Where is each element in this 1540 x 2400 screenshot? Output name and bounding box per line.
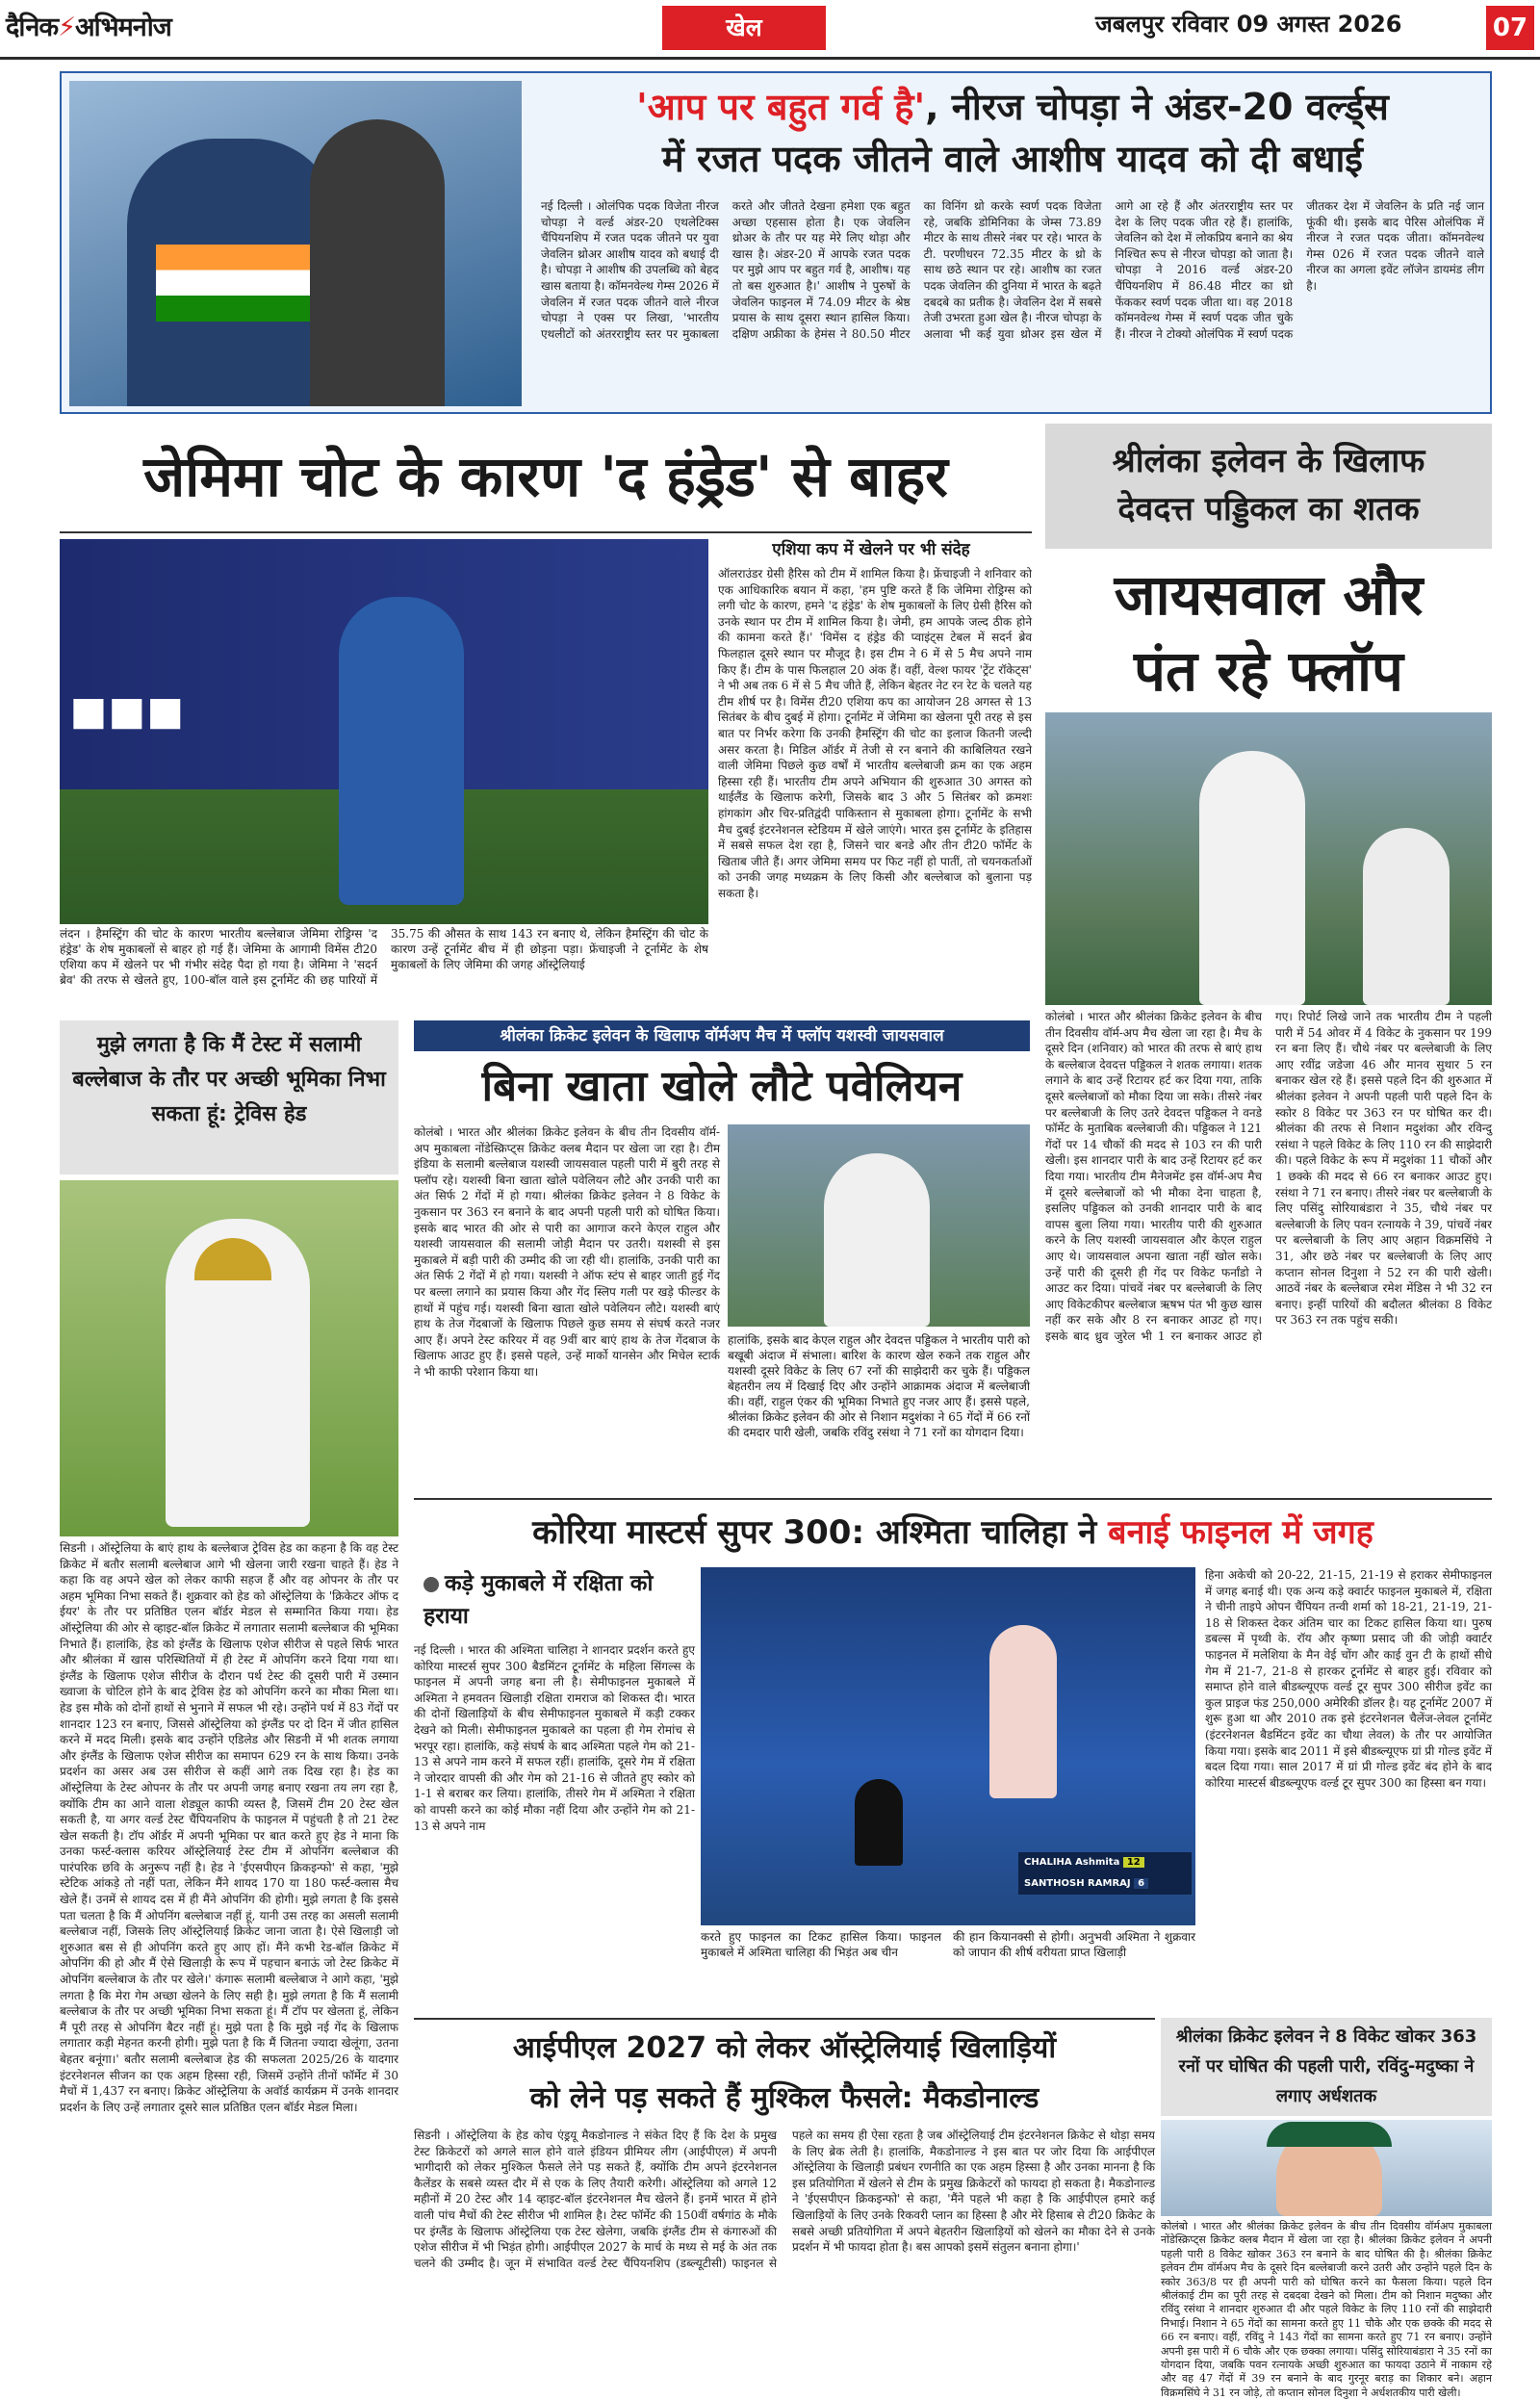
padikkal-kicker-box	[1045, 424, 1492, 549]
jaiswal-photo	[728, 1124, 1030, 1327]
badminton-photo	[701, 1567, 1195, 1925]
jaiswal-headline-2: पंत रहे फ्लॉप	[1134, 638, 1403, 704]
batter-white-1	[1199, 751, 1305, 1005]
jaiswal-headline: बिना खाता खोले लौटे पवेलियन	[481, 1062, 962, 1111]
board-text: ◼◼◼	[69, 684, 185, 737]
bullet-icon	[424, 1577, 439, 1592]
kicker-line2: देवदत्त पड्डिकल का शतक	[1117, 490, 1420, 529]
sl-headline: श्रीलंका क्रिकेट इलेवन ने 8 विकेट खोकर 363 रनों पर घोषित की पहली पारी, रविंदु-मदुष्का ने लगाए अर्धशतक	[1175, 2026, 1477, 2106]
jemimah-headline: जेमिमा चोट के कारण 'द हंड्रेड' से बाहर	[143, 444, 948, 509]
page-header	[0, 0, 1540, 60]
batter-white-2	[1363, 828, 1450, 1005]
sl-body: कोलंबो । भारत और श्रीलंका क्रिकेट इलेवन के बीच तीन दिवसीय वॉर्मअप मुकाबला नोंडेस्क्रिप्ट्स क्रिकेट क्लब मैदान में खेला जा रहा है। श्रीलंका क्रिकेट इलेवन ने अपनी पहली पारी 8 विकेट खोकर 363 रन बनाने के बाद घोषित की है। श्रीलंका क्रिकेट इलेवन टीम वॉर्मअप मैच के दूसरे दिन बल्लेबाजी करने उतरी और उन्होंने पहले दिन के स्कोर 363/8 पर ही अपनी पारी को घोषित करने का फैसला किया। पहले दिन श्रीलंकाई टीम का पूरी तरह से दबदबा देखने को मिला। टीम को निशान मदुष्का और रविंदु रसंथा ने शानदार शुरुआत दी और पहले विकेट के लिए 110 रनों की साझेदारी निभाई। निशान ने 65 गेंदों का सामना करते हुए 11 चौके और एक छक्के की मदद से 66 रन बनाए। वहीं, रविंदु ने 143 गेंदों का सामना करते हुए 71 रन बनाए। उन्होंने अपनी इस पारी में 6 चौके और एक छक्का लगाया। पसिंदु सोरियाबंडारा ने 35 रनों का योगदान दिया, जबकि पवन रत्नायके अच्छी शुरुआत का फायदा उठाने में नाकाम रहे और वह 47 गेंदों में 39 रन बनाने के बाद गुरनूर बराड़ का शिकार बने। अहान विक्रमसिंघे ने 31 रन जोड़े, तो कप्तान सोनल दिनुशा ने अर्धशतकीय पारी खेली।	[1161, 2220, 1492, 2399]
divider	[60, 531, 1032, 533]
head-photo	[60, 1180, 398, 1536]
korea-body-right: हिना अकेची को 20-22, 21-15, 21-19 से हराकर सेमीफाइनल में जगह बनाई थी। एक अन्य कड़े क्वार्टर फाइनल मुकाबले में, रक्षिता ने चीनी ताइपे ओपन चैंपियन तन्वी शर्मा को 18-21, 21-19, 21-18 से शिकस्त देकर अंतिम चार का टिकट हासिल किया था। पुरुष डबल्स में पृथ्वी के. रॉय और कृष्णा प्रसाद जी की जोड़ी क्वार्टर फाइनल में मलेशिया के मैन वेई चोंग और काई वुन टी के हाथों सीधे गेम में 21-7, 21-8 से हारकर टूर्नामेंट से बाहर हुई। रविवार को समाप्त होने वाले बीडब्ल्यूएफ वर्ल्ड टूर सुपर 300 सीरीज इवेंट का कुल प्राइज फंड 250,000 अमेरिकी डॉलर है। यह टूर्नामेंट 2007 में शुरू हुआ था और 2010 तक इसे इंटरनेशनल चैलेंज-लेवल टूर्नामेंट (इंटरनेशनल बैडमिंटन इवेंट का चौथा लेवल) के तौर पर आयोजित किया गया। इसके बाद 2011 में इसे बीडब्ल्यूएफ ग्रां प्री गोल्ड इवेंट में बदल दिया गया। साल 2017 में ग्रां प्री गोल्ड इवेंट बंद होने के बाद कोरिया मास्टर्स बीडब्ल्यूएफ वर्ल्ड टूर सुपर 300 का हिस्सा बन गया।	[1205, 1568, 1492, 1790]
head-headline-box	[60, 1020, 398, 1174]
kicker-line1: श्रीलंका इलेवन के खिलाफ	[1112, 442, 1425, 480]
jaiswal-kicker: श्रीलंका क्रिकेट इलेवन के खिलाफ वॉर्मअप मैच में फ्लॉप यशस्वी जायसवाल	[414, 1020, 1030, 1051]
umpire-figure	[855, 1779, 903, 1866]
jemimah-body: ऑलराउंडर ग्रेसी हैरिस को टीम में शामिल किया है। फ्रेंचाइजी ने शनिवार को एक आधिकारिक बयान में कहा, 'हम पुष्टि करते हैं कि जेमिमा रोड्रिग्स को लगी चोट के कारण, हमने 'द हंड्रेड' के शेष मुकाबलों के लिए ग्रेसी हैरिस को उनके स्थान पर टीम में शामिल किया है। जेमी, हम आपके जल्द ठीक होने की कामना करते हैं।' 'विमेंस द हंड्रेड की प्वाइंट्स टेबल में सदर्न ब्रेव फिलहाल दूसरे स्थान पर मौजूद है। इस टीम ने 6 में से 5 मैच अपने नाम किए हैं। टीम के पास फिलहाल 20 अंक हैं। वहीं, वेल्श फायर 'ट्रेंट रॉकेट्स' ने भी अब तक 6 में से 5 मैच जीते हैं, लेकिन बेहतर नेट रन रेट के चलते यह टीम शीर्ष पर है। विमेंस टी20 एशिया कप का आयोजन 28 अगस्त से 13 सितंबर के बीच दुबई में होगा। टूर्नामेंट में जेमिमा का खेलना पूरी तरह से इस बात पर निर्भर करेगा कि उनकी हैमस्ट्रिंग की चोट का इलाज कितनी जल्दी असर करता है। मिडिल ऑर्डर में तेजी से रन बनाने की काबिलियत रखने वाली जेमिमा पिछले कुछ वर्षों में भारतीय बल्लेबाजी क्रम का एक अहम हिस्सा रही हैं। भारतीय टीम अपने अभियान की शुरुआत 30 अगस्त को थाईलैंड के खिलाफ करेगी, जिसके बाद 3 और 5 सितंबर को क्रमशः हांगकांग और चिर-प्रतिद्वंदी पाकिस्तान से मुकाबला होगा। टूर्नामेंट के सभी मैच दुबई इंटरनेशनल स्टेडियम में खेले जाएंगे। भारत इस टूर्नामेंट के इतिहास में सबसे सफल देश रहा है, जिसने चार बनडे और तीन टी20 फॉर्मेट के खिताब जीते हैं। अगर जेमिमा समय पर फिट नहीं हो पातीं, तो चयनकर्ताओं को उनकी जगह मध्यक्रम के लिए किसी और बल्लेबाज को बुलाना पड़ सकता है।	[718, 567, 1032, 900]
korea-caption-left: करते हुए फाइनल का टिकट हासिल किया। फाइनल मुकाबले में अश्मिता चालिहा की भिड़ंत अब चीन	[701, 1930, 941, 1959]
sl-headline-box	[1161, 2018, 1492, 2116]
divider	[414, 2018, 1155, 2020]
scoreboard: CHALIHA Ashmita 12 SANTHOSH RAMRAJ 6	[1018, 1852, 1192, 1895]
jemimah-subhead: एशिया कप में खेलने पर भी संदेह	[772, 540, 970, 559]
jaiswal-body: कोलंबो । भारत और श्रीलंका क्रिकेट इलेवन के बीच तीन दिवसीय वॉर्म-अप मुकाबला नोंडेस्क्रिप्ट्स क्रिकेट क्लब मैदान पर खेला जा रहा है। टीम इंडिया के सलामी बल्लेबाज यशस्वी जायसवाल पहली पारी में बुरी तरह से फ्लॉप रहे। यशस्वी बिना खाता खोले पवेलियन लौटे और उनकी पारी का अंत सिर्फ 2 गेंदों में हो गया। श्रीलंका क्रिकेट इलेवन ने 8 विकेट के नुकसान पर 363 रन बनाने के बाद अपनी पहली पारी को घोषित किया। इसके बाद भारत की ओर से पारी का आगाज करने केएल राहुल और यशस्वी जायसवाल की सलामी जोड़ी मैदान पर उतरी। यशस्वी से इस मुकाबले में बड़ी पारी की उम्मीद की जा रही थी। हालांकि, उनकी पारी का अंत सिर्फ 2 गेंदों में हो गया। यशस्वी ने ऑफ स्टंप से बाहर जाती हुई गेंद पर बल्ला लगाने का प्रयास किया और गेंद स्लिप गली पर खड़े फील्डर के हाथों में पहुंच गई। यशस्वी बिना खाता खोले पवेलियन लौटे। यशस्वी बाएं हाथ के तेज गेंदबाजों के खिलाफ पिछले कुछ समय से संघर्ष करते नजर आए हैं। अपने टेस्ट करियर में वह 9वीं बार बाएं हाथ के तेज गेंदबाज के खिलाफ आउट हुए हैं। इससे पहले, उन्हें मार्को यानसेन और मिचेल स्टार्क ने भी काफी परेशान किया था।	[414, 1125, 720, 1379]
dateline: जबलपुर रविवार 09 अगस्त 2026	[1095, 11, 1402, 38]
padikkal-photo	[1045, 712, 1492, 1005]
padikkal-body: कोलंबो । भारत और श्रीलंका क्रिकेट इलेवन के बीच तीन दिवसीय वॉर्म-अप मैच खेला जा रहा है। मैच के दूसरे दिन (शनिवार) को भारत की तरफ से बाएं हाथ के बल्लेबाज देवदत्त पड्डिकल ने शतक लगाया। शतक लगाने के बाद उन्हें रिटायर हर्ट कर दिया गया, ताकि दूसरे बल्लेबाजों को मौका दिया जा सके। तीसरे नंबर पर बल्लेबाजी के लिए उतरे देवदत्त पड्डिकल ने वनडे फॉर्मेट के मुताबिक बल्लेबाजी की। पड्डिकल ने 121 गेंदों पर 14 चौकों की मदद से 103 रन की पारी खेली। इस शानदार पारी के बाद उन्हें रिटायर हर्ट कर दिया गया। भारतीय टीम मैनेजमेंट इस वॉर्म-अप मैच में दूसरे बल्लेबाजों को भी मौका देना चाहता है, इसलिए पड्डिकल को उनकी शानदार पारी के बाद वापस बुला लिया गया। भारतीय पारी की शुरुआत करने के लिए यशस्वी जायसवाल और केएल राहुल आए थे। जायसवाल अपना खाता नहीं खोल सके। उन्हें पारी की दूसरी ही गेंद पर विकेट फर्नांडो ने आउट कर दिया। पांचवें नंबर पर बल्लेबाजी के लिए आए विकेटकीपर बल्लेबाज ऋषभ पंत भी कुछ खास नहीं कर सके और 8 रन बनाकर आउट हो गए। इसके बाद ध्रुव जुरेल भी 1 रन बनाकर आउट हो गए। रिपोर्ट लिखे जाने तक भारतीय टीम ने पहली पारी में 54 ओवर में 4 विकेट के नुकसान पर 199 रन बना लिए हैं। चौथे नंबर पर बल्लेबाजी के लिए आए रवींद्र जडेजा 46 और मानव सुथार 5 रन बनाकर खेल रहे हैं। इससे पहले दिन की शुरुआत में श्रीलंका इलेवन ने अपनी पहली पारी पहले दिन के स्कोर 8 विकेट पर 363 रन पर घोषित कर दी। श्रीलंका की तरफ से निशान मदुशंका और रविन्दु रसंथा ने पहले विकेट के लिए 110 रन की साझेदारी की। पहले विकेट के रूप में मदुशंका 11 चौकों और 1 छक्के की मदद से 66 रन बनाकर आउट हुए। रसंथा ने 71 रन बनाए। तीसरे नंबर पर बल्लेबाजी के लिए पसिंदु सोरियाबंडारा ने 35, चौथे नंबर पर बल्लेबाजी के लिए पवन रत्नायके ने 39, पांचवें नंबर पर बल्लेबाजी के लिए आए अहान विक्रमसिंघे ने 31, और छठे नंबर पर बल्लेबाजी के लिए आए कप्तान सोनल दिनुशा ने 52 रन की पारी खेली। आठवें नंबर के बल्लेबाज रमेश मेंडिस ने भी 32 रन बनाए। इन्हीं पारियों की बदौलत श्रीलंका 8 विकेट पर 363 रन तक पहुंच सकी।	[1045, 1010, 1492, 1343]
ipl-body: सिडनी । ऑस्ट्रेलिया के हेड कोच एंड्रयू मैकडोनाल्ड ने संकेत दिए हैं कि देश के प्रमुख टेस्ट क्रिकेटरों को अगले साल होने वाले इंडियन प्रीमियर लीग (आईपीएल) में अपनी भागीदारी को लेकर मुश्किल फैसले लेने पड़ सकते हैं, क्योंकि टीम अपने इंटरनेशनल कैलेंडर के सबसे व्यस्त दौर में से एक के लिए तैयारी करेगी। ऑस्ट्रेलिया को अगले 12 महीनों में 20 टेस्ट और 14 व्हाइट-बॉल इंटरनेशनल मैच खेलने हैं। इनमें भारत में होने वाली पांच मैचों की टेस्ट सीरीज भी शामिल है। टेस्ट फॉर्मेट की 150वीं वर्षगांठ के मौके पर इंग्लैंड के खिलाफ ऑस्ट्रेलिया एक टेस्ट खेलेगा, जबकि इंग्लैंड टीम से कंगारुओं की एशेज सीरीज में भी भिड़ंत होगी। आईपीएल 2027 के मार्च के मध्य से मई के अंत तक चलने की उम्मीद है। जून में संभावित वर्ल्ड टेस्ट चैंपियनशिप (डब्ल्यूटीसी) फाइनल से पहले का समय ही ऐसा रहता है जब ऑस्ट्रेलियाई टीम इंटरनेशनल क्रिकेट से थोड़ा समय के लिए ब्रेक लेती है। हालांकि, मैकडोनाल्ड ने इस बात पर जोर दिया कि आईपीएल ऑस्ट्रेलिया के खिलाड़ी प्रबंधन रणनीति का एक अहम हिस्सा है और उनका मानना है कि इस प्रतियोगिता में खेलने से टीम के प्रमुख क्रिकेटरों को फायदा हो सकता है। मैकडोनाल्ड ने 'ईएसपीएन क्रिकइन्फो' से कहा, 'मैंने पहले भी कहा है कि आईपीएल हमारे कई खिलाड़ियों के लिए उनके रिकवरी प्लान का हिस्सा है और मेरे हिसाब से टी20 क्रिकेट के सबसे अच्छी प्रतियोगिता में अपने बेहतरीन खिलाड़ियों को खेलने का मौका देने से उनके प्रदर्शन में भी फायदा होता है। बस आपको इसमें संतुलन बनाना होगा।'	[414, 2129, 1155, 2270]
neeraj-headline: 'आप पर बहुत गर्व है', नीरज चोपड़ा ने अंडर-20 वर्ल्ड्स में रजत पदक जीतने वाले आशीष यादव को दी बधाई	[636, 86, 1389, 180]
jemimah-caption: लंदन । हैमस्ट्रिंग की चोट के कारण भारतीय बल्लेबाज जेमिमा रोड्रिग्स 'द हंड्रेड' के शेष मुकाबलों से बाहर हो गई हैं। जेमिमा के आगामी विमेंस टी20 एशिया कप में खेलने पर भी गंभीर संदेह पैदा हो गया है। जेमिमा ने 'सदर्न ब्रेव' की तरफ से खेलते हुए, 100-बॉल वाले इस टूर्नामेंट की छह पारियों में 35.75 की औसत के साथ 143 रन बनाए थे, लेकिन हैमस्ट्रिंग की चोट के कारण उन्हें टूर्नामेंट बीच में ही छोड़ना पड़ा। फ्रेंचाइजी ने टूर्नामेंट के शेष मुकाबलों के लिए जेमिमा की जगह ऑस्ट्रेलियाई	[60, 927, 708, 987]
jaiswal-headline-1: जायसवाल और	[1114, 562, 1424, 628]
coach-cap	[1267, 2122, 1392, 2147]
head-body: सिडनी । ऑस्ट्रेलिया के बाएं हाथ के बल्लेबाज ट्रेविस हेड का कहना है कि वह टेस्ट क्रिकेट में बतौर सलामी बल्लेबाज आगे भी खेलना जारी रखना चाहते हैं। हेड ने कहा कि वह अपने खेल को लेकर काफी सहज हैं और वह ओपनर के तौर पर अहम भूमिका निभा सकते हैं। शुक्रवार को हेड को ऑस्ट्रेलिया के 'क्रिकेटर ऑफ द ईयर' के तौर पर प्रतिष्ठित एलन बॉर्डर मेडल से सम्मानित किया गया। हेड ऑस्ट्रेलिया की ओर से व्हाइट-बॉल क्रिकेट में लगातार सलामी बल्लेबाज की भूमिका निभाते हैं। हालांकि, हेड को इंग्लैंड के खिलाफ एशेज सीरीज से पहले सिर्फ भारत और श्रीलंका में खास परिस्थितियों में ही टेस्ट में ओपनिंग करने दिया गया था। इंग्लैंड के खिलाफ एशेज सीरीज के दौरान पर्थ टेस्ट की दूसरी पारी में उस्मान ख्वाजा के चोटिल होने के बाद ट्रेविस हेड को ओपनिंग करने का मौका मिला था। हेड इस मौके को दोनों हाथों से भुनाने में सफल भी रहे। उन्होंने पर्थ में 83 गेंदों पर शानदार 123 रन बनाए, जिससे ऑस्ट्रेलिया को इंग्लैंड पर दो दिन में जीत हासिल करने में मदद मिली। इसके बाद उन्होंने एडिलेड और सिडनी में भी शतक लगाया और इंग्लैंड के खिलाफ एशेज सीरीज का समापन 629 रन के साथ किया। उनके प्रदर्शन का असर अब उस सीरीज से कहीं आगे तक दिख रहा है। हेड का ऑस्ट्रेलिया के टेस्ट ओपनर के तौर पर अपनी जगह बनाए रखना तय लग रहा है, क्योंकि टीम का आने वाला शेड्यूल काफी व्यस्त है, जिसमें टीम 20 टेस्ट खेल सकती है, या अगर वर्ल्ड टेस्ट चैंपियनशिप के फाइनल में पहुंचती है तो 21 टेस्ट खेल सकती है। टॉप ऑर्डर में अपनी भूमिका पर बात करते हुए हेड ने माना कि उनका फर्स्ट-क्लास करियर ऑस्ट्रेलियाई टेस्ट टीम में ओपनिंग बल्लेबाज की पारंपरिक छवि के अनुरूप नहीं है। हेड ने 'ईएसपीएन क्रिकइन्फो' से कहा, 'मुझे स्टेटिक आंकड़े तो नहीं पता, लेकिन मैंने शायद 170 या 180 फर्स्ट-क्लास मैच खेले हैं। उनमें से शायद दस में ही मैंने ओपनिंग की होगी। मुझे लगता है कि इससे पता चलता है कि मैं ओपनिंग बल्लेबाज नहीं हूं, यानी उस तरह का असली सलामी बल्लेबाज नहीं, जिसके लिए ऑस्ट्रेलियाई क्रिकेट जाना जाता है। ऐसे खिलाड़ी जो शुरुआत बस से ही ओपनिंग करते हुए आए हों। मैंने कभी रेड-बॉल क्रिकेट में ओपनिंग की हो और मैं ऐसे खिलाड़ी के रूप में पहचान बनाऊं जो टेस्ट क्रिकेट में ओपनिंग बल्लेबाज के तौर पर खेले।' कंगारू सलामी बल्लेबाज ने आगे कहा, 'मुझे लगता है कि मेरा गेम अच्छा खेलने के लिए सही है। मुझे लगता है कि मैं सलामी बल्लेबाज के तौर पर अच्छी भूमिका निभा सकता हूं। मैं टॉप पर खेलता हूं, लेकिन मैं पूरी तरह से ओपनिंग बैटर नहीं हूं। मुझे पता है कि मुझे नई गेंद के खिलाफ लगातार कड़ी मेहनत करनी होगी। मुझे पता है कि मैं जितना ज्यादा खेलूंगा, उतना बेहतर बनूंगा।' बतौर सलामी बल्लेबाज हेड की सफलता 2025/26 के यादगार इंटरनेशनल सीजन का एक अहम हिस्सा रही, जिसमें उन्होंने तीनों फॉर्मेट में 30 मैचों में 1,437 रन बनाए। क्रिकेट ऑस्ट्रेलिया के अवॉर्ड कार्यक्रम में उनके शानदार प्रदर्शन के लिए उन्हें लगातार दूसरे साल प्रतिष्ठित एलन बॉर्डर मेडल मिला।	[60, 1541, 398, 2114]
neeraj-body: नई दिल्ली । ओलंपिक पदक विजेता नीरज चोपड़ा ने वर्ल्ड अंडर-20 एथलेटिक्स चैंपियनशिप में रजत पदक जीतने पर युवा जेवलिन थ्रोअर आशीष यादव को बधाई दी है। चोपड़ा ने आशीष की उपलब्धि को बेहद खास बताया है। कॉमनवेल्थ गेम्स 2026 में जेवलिन में रजत पदक जीतने वाले नीरज चोपड़ा ने एक्स पर लिखा, 'भारतीय एथलीटों को अंतरराष्ट्रीय स्तर पर मुकाबला करते और जीतते देखना हमेशा एक बहुत अच्छा एहसास होता है। एक जेवलिन थ्रोअर के तौर पर यह मेरे लिए थोड़ा और खास है। अंडर-20 में आपके रजत पदक पर मुझे आप पर बहुत गर्व है, आशीष। यह तो बस शुरुआत है।' आशीष ने पुरुषों के जेवलिन फाइनल में 74.09 मीटर के श्रेष्ठ प्रयास के साथ दूसरा स्थान हासिल किया। दक्षिण अफ्रीका के हेमंस ने 80.50 मीटर का विनिंग थ्रो करके स्वर्ण पदक विजेता रहे, जबकि डोमिनिका के जेम्स 73.89 मीटर के साथ तीसरे नंबर पर रहे। भारत के टी. परणीधरन 72.35 मीटर के थ्रो के साथ छठे स्थान पर रहे। आशीष का रजत पदक जेवलिन की दुनिया में भारत के बढ़ते दबदबे का प्रतीक है। जेवलिन देश में सबसे तेजी उभरता हुआ खेल है। नीरज चोपड़ा के अलावा भी कई युवा थ्रोअर इस खेल में आगे आ रहे हैं और अंतरराष्ट्रीय स्तर पर देश के लिए पदक जीत रहे हैं। हालांकि, जेवलिन को देश में लोकप्रिय बनाने का श्रेय निश्चित रूप से नीरज चोपड़ा को जाता है। चोपड़ा ने 2016 वर्ल्ड अंडर-20 चैंपियनशिप में 86.48 मीटर का थ्रो फेंककर स्वर्ण पदक जीता था। वह 2018 कॉमनवेल्थ गेम्स में स्वर्ण पदक जीत चुके हैं। नीरज ने टोक्यो ओलंपिक में स्वर्ण पदक जीतकर देश में जेवलिन के प्रति नई जान फूंकी थी। इसके बाद पेरिस ओलंपिक में नीरज ने रजत पदक जीता। कॉमनवेल्थ गेम्स 026 में रजत पदक जीतने वाले नीरज का अगला इवेंट लॉजेन डायमंड लीग है।	[541, 199, 1484, 341]
head-headline: मुझे लगता है कि मैं टेस्ट में सलामी बल्लेबाज के तौर पर अच्छी भूमिका निभा सकता हूं: ट्रेविस हेड	[72, 1033, 386, 1126]
korea-subhead: कड़े मुकाबले में रक्षिता को हराया	[424, 1571, 654, 1629]
athlete-figure-2	[310, 119, 445, 406]
jaiswal-caption: हालांकि, इसके बाद केएल राहुल और देवदत्त पड्डिकल ने भारतीय पारी को बखूबी अंदाज में संभाला। बारिश के कारण खेल रुकने तक राहुल और यशस्वी दूसरे विकेट के लिए 67 रनों की साझेदारी कर चुके हैं। पड्डिकल बेहतरीन लय में दिखाई दिए और उन्होंने आक्रामक अंदाज में बल्लेबाजी की। वहीं, राहुल एंकर की भूमिका निभाते हुए नजर आए हैं। इससे पहले, श्रीलंका क्रिकेट इलेवन की ओर से निशान मदुशंका ने 65 गेंदों में 66 रनों की दमदार पारी खेली, जबकि रविंदु रसंथा ने 71 रनों का योगदान दिया।	[728, 1333, 1030, 1439]
batter-figure	[339, 597, 464, 905]
masthead: दैनिक⚡अभिमनोज	[6, 13, 171, 42]
neeraj-photo	[69, 81, 522, 406]
neeraj-story-box	[60, 71, 1492, 414]
korea-headline: कोरिया मास्टर्स सुपर 300: अश्मिता चालिहा ने बनाई फाइनल में जगह	[532, 1513, 1373, 1552]
batter-white	[824, 1153, 930, 1327]
korea-caption-right: की हान कियानक्सी से होगी। अनुभवी अश्मिता ने शुक्रवार को जापान की शीर्ष वरीयता प्राप्त खिलाड़ी	[953, 1930, 1195, 1959]
page-number: 07	[1486, 6, 1534, 50]
section-label: खेल	[662, 6, 826, 50]
korea-body: नई दिल्ली । भारत की अश्मिता चालिहा ने शानदार प्रदर्शन करते हुए कोरिया मास्टर्स सुपर 300 बैडमिंटन टूर्नामेंट के महिला सिंगल्स के फाइनल में अपनी जगह बना ली है। सेमीफाइनल मुकाबले में अश्मिता ने हमवतन खिलाड़ी रक्षिता रामराज को शिकस्त दी। भारत की दोनों खिलाड़ियों के बीच सेमीफाइनल मुकाबले में कड़ी टक्कर देखने को मिली। सेमीफाइनल मुकाबले का पहला ही गेम रोमांच से भरपूर रहा। हालांकि, कड़े संघर्ष के बाद अश्मिता पहले गेम को 21-13 से अपने नाम करने में सफल रहीं। हालांकि, दूसरे गेम में रक्षिता ने जोरदार वापसी की और गेम को 21-16 से जीतते हुए स्कोर को 1-1 से बराबर कर लिया। हालांकि, तीसरे गेम में अश्मिता ने रक्षिता को वापसी करने का कोई मौका नहीं दिया और उन्होंने गेम को 21-13 से अपने नाम	[414, 1643, 695, 1833]
divider	[414, 1498, 1492, 1500]
jemimah-photo	[60, 539, 708, 924]
mcdonald-photo	[1161, 2120, 1492, 2216]
player-figure	[989, 1625, 1057, 1798]
ipl-headline: आईपीएल 2027 को लेकर ऑस्ट्रेलियाई खिलाड़ियों को लेने पड़ सकते हैं मुश्किल फैसले: मैकडोनाल्ड	[512, 2031, 1057, 2115]
